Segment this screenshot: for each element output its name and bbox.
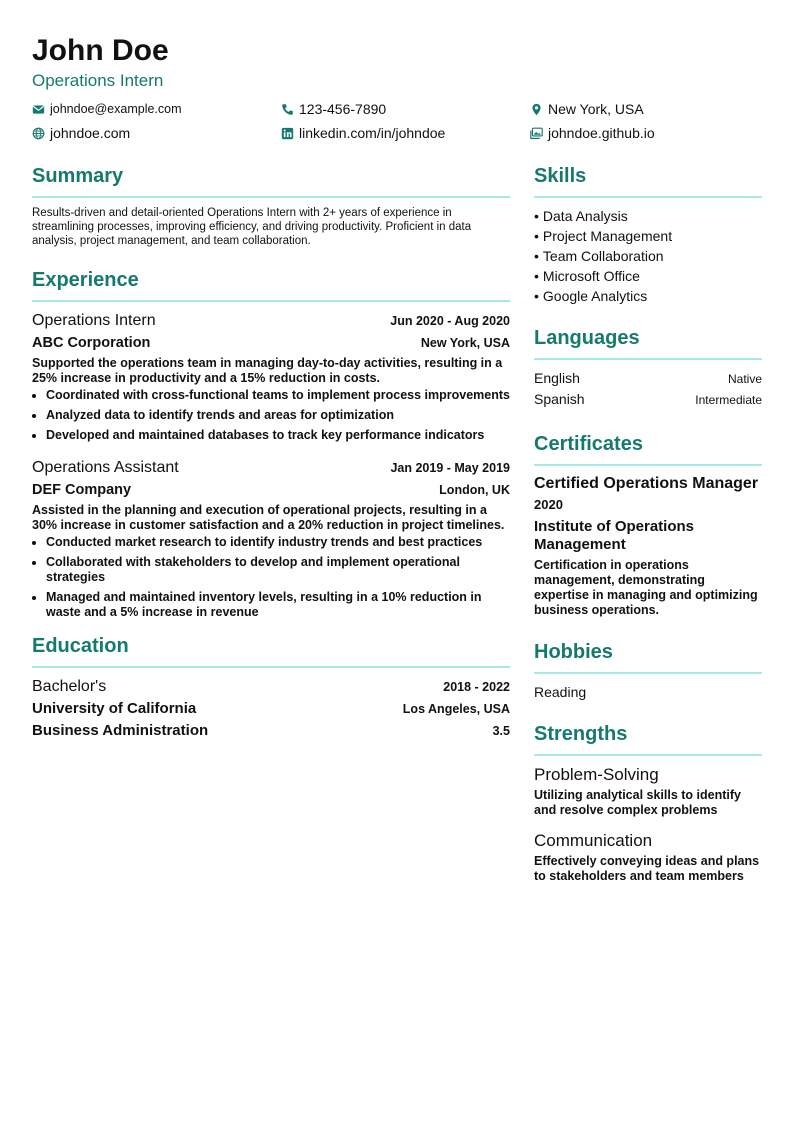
hobbies-heading: Hobbies: [534, 641, 613, 663]
main-column: [32, 164, 510, 896]
languages-heading: Languages: [534, 327, 640, 349]
strength-description: Utilizing analytical skills to identify and resolve complex problems: [534, 788, 741, 817]
skills-list: [534, 206, 762, 306]
section-divider: [534, 358, 762, 360]
image-gallery-icon: [530, 127, 543, 140]
email-text: johndoe@example.com: [50, 102, 182, 116]
job-bullets: [32, 388, 510, 443]
job-company: ABC Corporation: [32, 335, 151, 351]
contact-info: [32, 100, 762, 142]
education-dates: 2018 - 2022: [443, 680, 510, 694]
resume-body: [32, 164, 762, 896]
map-pin-icon: [530, 103, 543, 116]
hobby-item: Reading: [534, 684, 587, 700]
skills-section: [534, 164, 762, 306]
skill-item: • Team Collaboration: [534, 246, 762, 266]
job-bullet: • Collaborated with stakeholders to develop and implement operational strategies: [46, 555, 510, 585]
education-heading: Education: [32, 635, 129, 657]
job-location: New York, USA: [420, 336, 510, 350]
summary-text: Results-driven and detail-oriented Operations Intern with 2+ years of experience in streamlining processes, improving efficiency, and driving productivity. Proficient in data analysis, project management, and team collaboration.: [32, 207, 472, 247]
skill-item: • Data Analysis: [534, 206, 762, 226]
strength-description: Effectively conveying ideas and plans to stakeholders and team members: [534, 854, 760, 883]
contact-location: [530, 100, 762, 118]
job-location: London, UK: [439, 483, 510, 497]
summary-heading: Summary: [32, 165, 124, 187]
language-item: [534, 389, 762, 410]
education-field: Business Administration: [32, 722, 209, 739]
job-bullet: • Managed and maintained inventory levels, resulting in a 10% reduction in waste and a 5% increase in revenue: [46, 590, 510, 620]
section-divider: [32, 300, 510, 302]
contact-website[interactable]: [32, 124, 281, 142]
section-divider: [32, 666, 510, 668]
education-section: [32, 634, 510, 742]
contact-linkedin[interactable]: [281, 124, 530, 142]
contact-email[interactable]: [32, 100, 281, 118]
language-item: [534, 368, 762, 389]
contact-phone[interactable]: [281, 100, 530, 118]
website-text: johndoe.com: [50, 125, 131, 141]
education-location: Los Angeles, USA: [402, 702, 510, 716]
contact-github[interactable]: [530, 124, 762, 142]
skills-heading: Skills: [534, 165, 587, 187]
certificate-name: Certified Operations Manager: [534, 475, 759, 492]
language-name: Spanish: [534, 391, 585, 407]
certificate-year: 2020: [534, 497, 563, 512]
job-bullet: • Analyzed data to identify trends and areas for optimization: [46, 408, 510, 423]
email-icon: [32, 103, 45, 116]
strengths-heading: Strengths: [534, 723, 628, 745]
location-text: New York, USA: [548, 101, 644, 117]
section-divider: [534, 672, 762, 674]
linkedin-icon: [281, 127, 294, 140]
education-degree: Bachelor's: [32, 678, 107, 695]
language-level: Native: [727, 372, 762, 386]
side-column: [534, 164, 762, 896]
github-text: johndoe.github.io: [548, 125, 655, 141]
skill-item: • Project Management: [534, 226, 762, 246]
headline: Operations Intern: [32, 71, 164, 90]
certificates-section: [534, 432, 762, 618]
section-divider: [32, 196, 510, 198]
job-dates: Jun 2020 - Aug 2020: [390, 314, 510, 328]
phone-text: 123-456-7890: [299, 101, 387, 117]
skill-item: • Google Analytics: [534, 286, 762, 306]
job-position: Operations Intern: [32, 312, 156, 329]
experience-section: [32, 268, 510, 620]
section-divider: [534, 196, 762, 198]
linkedin-text: linkedin.com/in/johndoe: [299, 125, 446, 141]
summary-section: [32, 164, 510, 248]
job-summary: Assisted in the planning and execution of operational projects, resulting in a 30% increase in customer satisfaction and a 20% reduction in project timelines.: [32, 503, 505, 532]
job-bullet: • Coordinated with cross-functional teams to implement process improvements: [46, 388, 510, 403]
job-bullets: [32, 535, 510, 620]
language-level: Intermediate: [695, 393, 762, 407]
certificates-heading: Certificates: [534, 433, 643, 455]
phone-icon: [281, 103, 294, 116]
job-summary: Supported the operations team in managing day-to-day activities, resulting in a 25% increase in productivity and a 15% reduction in costs.: [32, 356, 503, 385]
hobbies-section: [534, 640, 762, 702]
job-position: Operations Assistant: [32, 459, 179, 476]
job-dates: Jan 2019 - May 2019: [390, 461, 510, 475]
section-divider: [534, 754, 762, 756]
experience-heading: Experience: [32, 269, 139, 291]
experience-item: [32, 457, 510, 620]
certificate-issuer: Institute of Operations Management: [534, 518, 695, 553]
strength-name: Problem-Solving: [534, 765, 659, 784]
education-school: University of California: [32, 700, 197, 717]
languages-section: [534, 326, 762, 410]
job-bullet: • Developed and maintained databases to track key performance indicators: [46, 428, 510, 443]
strength-name: Communication: [534, 831, 653, 850]
globe-icon: [32, 127, 45, 140]
language-name: English: [534, 370, 580, 386]
education-gpa: 3.5: [492, 724, 510, 738]
job-company: DEF Company: [32, 482, 132, 498]
certificate-description: Certification in operations management, demonstrating expertise in managing and optimizing business operations.: [534, 558, 758, 617]
skill-item: • Microsoft Office: [534, 266, 762, 286]
candidate-name: John Doe: [32, 34, 169, 67]
job-bullet: • Conducted market research to identify industry trends and best practices: [46, 535, 510, 550]
strengths-section: [534, 722, 762, 884]
section-divider: [534, 464, 762, 466]
experience-item: [32, 310, 510, 443]
